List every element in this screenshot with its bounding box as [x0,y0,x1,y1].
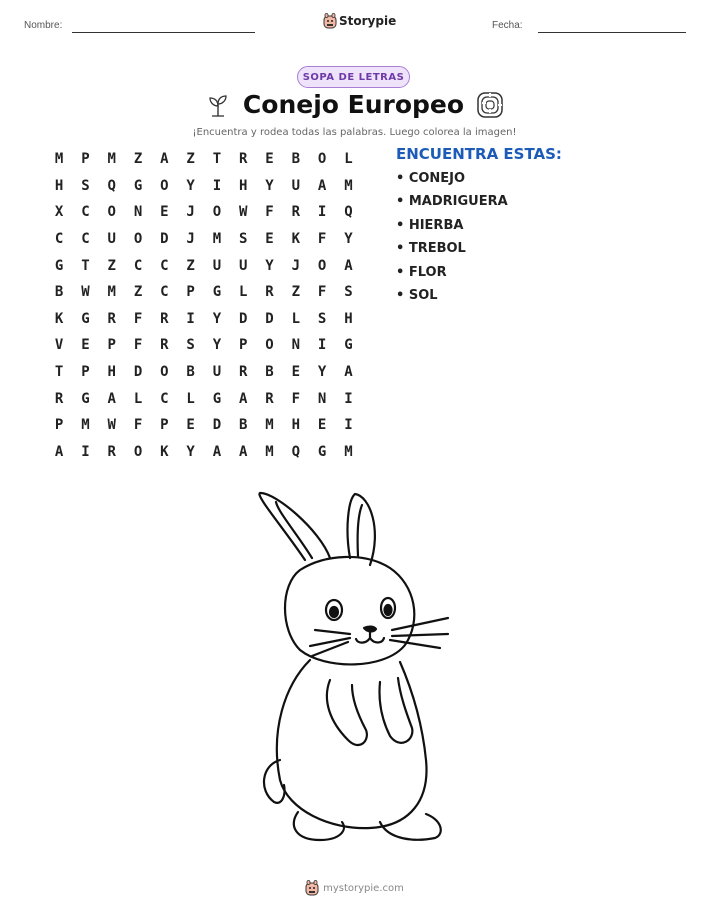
grid-letter[interactable]: U [212,364,222,381]
grid-letter[interactable]: C [133,257,143,274]
grid-letter[interactable]: H [107,364,116,381]
grid-letter[interactable]: H [54,177,64,194]
grid-letter[interactable]: R [239,151,248,168]
grid-letter[interactable]: M [212,231,222,248]
grid-letter[interactable]: S [186,337,195,354]
grid-letter[interactable]: O [160,177,169,194]
grid-letter[interactable]: M [344,443,353,460]
page-title: Conejo Europeo [242,90,465,119]
grid-letter[interactable]: G [54,257,64,274]
grid-letter[interactable]: U [239,257,248,274]
grid-letter[interactable]: I [344,390,353,407]
rabbit-coloring-illustration [230,490,470,850]
grid-letter[interactable]: G [344,337,353,354]
grid-row [46,385,362,412]
grid-row [46,146,362,173]
grid-letter[interactable]: M [344,177,353,194]
grid-letter[interactable]: H [344,310,353,327]
grid-letter[interactable]: A [54,443,64,460]
grid-letter[interactable]: U [212,257,222,274]
grid-letter[interactable]: M [107,151,116,168]
grid-letter[interactable]: F [265,204,274,221]
word-item: • CONEJO [396,171,466,186]
grid-letter[interactable]: R [107,310,116,327]
grid-letter[interactable]: L [186,390,195,407]
grid-letter[interactable]: C [160,284,169,301]
grid-letter[interactable]: A [317,177,327,194]
grid-letter[interactable]: D [160,231,169,248]
word-item: • HIERBA [396,217,464,233]
grid-letter[interactable]: K [291,231,301,248]
grid-letter[interactable]: Q [107,177,116,194]
grid-letter[interactable]: Y [212,310,222,327]
grid-letter[interactable]: E [265,231,274,248]
grid-letter[interactable]: P [186,284,195,301]
grid-letter[interactable]: R [265,390,274,407]
grid-row [46,306,362,333]
grid-letter[interactable]: R [265,284,274,301]
grid-letter[interactable]: J [291,257,301,274]
grid-letter[interactable]: B [239,417,248,434]
grid-letter[interactable]: O [317,151,327,168]
grid-letter[interactable]: N [317,390,327,407]
grid-letter[interactable]: A [239,443,248,460]
grid-letter[interactable]: G [81,390,90,407]
grid-letter[interactable]: V [54,337,64,354]
grid-letter[interactable]: A [344,257,353,274]
grid-letter[interactable]: F [133,310,143,327]
grid-letter[interactable]: B [186,364,195,381]
grid-letter[interactable]: Z [107,257,116,274]
grid-letter[interactable]: C [81,204,90,221]
word-list [396,171,508,311]
grid-letter[interactable]: S [81,177,90,194]
grid-letter[interactable]: F [317,231,327,248]
word-search-grid [46,146,362,465]
grid-letter[interactable]: O [133,443,143,460]
grid-letter[interactable]: U [291,177,301,194]
grid-letter[interactable]: I [317,337,327,354]
grid-letter[interactable]: Q [291,443,301,460]
grid-letter[interactable]: E [160,204,169,221]
grid-letter[interactable]: S [317,310,327,327]
grid-letter[interactable]: O [107,204,116,221]
grid-letter[interactable]: E [317,417,327,434]
grid-letter[interactable]: D [265,310,274,327]
grid-row [46,332,362,359]
title-row [0,90,709,119]
grid-letter[interactable]: R [239,364,248,381]
brand [323,13,396,29]
grid-letter[interactable]: U [107,231,116,248]
grid-letter[interactable]: P [107,337,116,354]
grid-letter[interactable]: A [160,151,169,168]
grid-letter[interactable]: Z [291,284,301,301]
word-item: • TREBOL [396,241,466,257]
grid-letter[interactable]: I [81,443,90,460]
storypie-logo-icon [305,880,319,896]
grid-letter[interactable]: P [239,337,248,354]
grid-letter[interactable]: M [265,417,274,434]
grid-letter[interactable]: J [186,231,195,248]
grid-letter[interactable]: R [291,204,301,221]
word-item: • FLOR [396,264,447,280]
word-item: • SOL [396,287,438,303]
grid-letter[interactable]: K [54,310,64,327]
grid-letter[interactable]: Z [186,257,195,274]
grid-letter[interactable]: O [160,364,169,381]
grid-letter[interactable]: R [107,443,116,460]
storypie-logo-icon [323,13,337,29]
grid-letter[interactable]: M [265,443,274,460]
grid-letter[interactable]: Y [344,231,353,248]
grid-letter[interactable]: Q [344,204,353,221]
grid-letter[interactable]: A [212,443,222,460]
grid-letter[interactable]: H [291,417,301,434]
grid-letter[interactable]: O [212,204,222,221]
grid-letter[interactable]: E [186,417,195,434]
grid-letter[interactable]: L [291,310,301,327]
date-label: Fecha: [492,20,523,31]
grid-letter[interactable]: M [107,284,116,301]
grid-letter[interactable]: C [81,231,90,248]
grid-letter[interactable]: K [160,443,169,460]
grid-letter[interactable]: O [133,231,143,248]
word-item: • MADRIGUERA [396,194,508,210]
grid-letter[interactable]: Y [265,177,274,194]
grid-letter[interactable]: I [317,204,327,221]
grid-letter[interactable]: C [160,257,169,274]
grid-letter[interactable]: N [133,204,143,221]
grid-letter[interactable]: F [133,417,143,434]
grid-letter[interactable]: I [212,177,222,194]
grid-letter[interactable]: S [344,284,353,301]
grid-letter[interactable]: Y [212,337,222,354]
grid-row [46,252,362,279]
footer [0,880,709,896]
grid-letter[interactable]: R [160,310,169,327]
grid-letter[interactable]: Y [186,177,195,194]
grid-letter[interactable]: Y [265,257,274,274]
grid-letter[interactable]: L [344,151,353,168]
grid-letter[interactable]: P [81,151,90,168]
grid-letter[interactable]: I [344,417,353,434]
grid-letter[interactable]: N [291,337,301,354]
grid-row [46,173,362,200]
grid-letter[interactable]: G [212,390,222,407]
grid-letter[interactable]: M [54,151,64,168]
sprout-icon [205,92,231,118]
grid-row [46,359,362,386]
grid-letter[interactable]: B [265,364,274,381]
grid-letter[interactable]: W [107,417,116,434]
grid-letter[interactable]: Y [186,443,195,460]
grid-letter[interactable]: B [291,151,301,168]
grid-letter[interactable]: L [133,390,143,407]
name-line [72,32,255,33]
brand-name: Storypie [339,14,397,28]
grid-letter[interactable]: D [133,364,143,381]
footer-url: mystorypie.com [323,882,404,894]
grid-letter[interactable]: E [291,364,301,381]
grid-letter[interactable]: C [54,231,64,248]
grid-letter[interactable]: O [317,257,327,274]
grid-letter[interactable]: R [54,390,64,407]
grid-letter[interactable]: W [81,284,90,301]
grid-letter[interactable]: P [81,364,90,381]
word-list-title: ENCUENTRA ESTAS: [396,145,562,163]
grid-letter[interactable]: W [239,204,248,221]
grid-letter[interactable]: G [317,443,327,460]
grid-letter[interactable]: J [186,204,195,221]
grid-letter[interactable]: I [186,310,195,327]
instructions: ¡Encuentra y rodea todas las palabras. Luego colorea la imagen! [192,127,517,138]
grid-letter[interactable]: Y [317,364,327,381]
grid-letter[interactable]: P [160,417,169,434]
grid-row [46,439,362,466]
grid-letter[interactable]: Z [186,151,195,168]
grid-row [46,412,362,439]
grid-letter[interactable]: S [239,231,248,248]
grid-letter[interactable]: D [239,310,248,327]
date-line [538,32,686,33]
grid-letter[interactable]: D [212,417,222,434]
grid-row [46,279,362,306]
grid-letter[interactable]: L [239,284,248,301]
grid-letter[interactable]: R [160,337,169,354]
grid-letter[interactable]: X [54,204,64,221]
grid-letter[interactable]: M [81,417,90,434]
grid-letter[interactable]: A [107,390,116,407]
grid-letter[interactable]: T [81,257,90,274]
grid-letter[interactable]: F [291,390,301,407]
grid-row [46,226,362,253]
grid-letter[interactable]: Z [133,151,143,168]
grid-letter[interactable]: G [133,177,143,194]
grid-letter[interactable]: C [160,390,169,407]
grid-row [46,199,362,226]
grid-letter[interactable]: F [317,284,327,301]
maze-icon [476,91,504,119]
name-label: Nombre: [24,20,63,31]
grid-letter[interactable]: B [54,284,64,301]
grid-letter[interactable]: H [239,177,248,194]
grid-letter[interactable]: Z [133,284,143,301]
grid-letter[interactable]: G [212,284,222,301]
grid-letter[interactable]: E [81,337,90,354]
grid-letter[interactable]: G [81,310,90,327]
grid-letter[interactable]: A [344,364,353,381]
grid-letter[interactable]: O [265,337,274,354]
grid-letter[interactable]: P [54,417,64,434]
grid-letter[interactable]: A [239,390,248,407]
grid-letter[interactable]: E [265,151,274,168]
grid-letter[interactable]: T [212,151,222,168]
grid-letter[interactable]: T [54,364,64,381]
activity-badge: SOPA DE LETRAS [297,66,410,88]
grid-letter[interactable]: F [133,337,143,354]
